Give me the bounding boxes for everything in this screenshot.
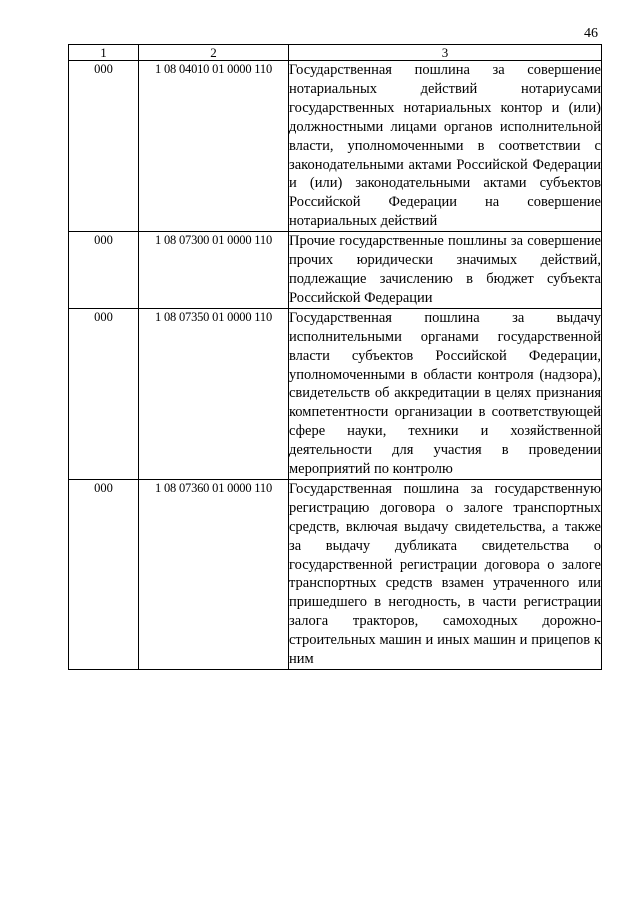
table-row [69,232,602,309]
budget-code-cell: 1 08 07360 01 0000 110 [139,479,289,669]
admin-code-cell: 000 [69,232,139,309]
column-header-3: 3 [289,45,602,61]
table-row [69,61,602,232]
table-row [69,479,602,669]
income-name-cell: Государственная пошлина за выдачу исполнительными органами государственной власти субъектов Российской Федерации, уполномоченными в области контроля (надзора), свидетельств об аккредитации в целях признания компетентности организации в соответствующей сфере науки, техники и хозяйственной деятельности для участия в проведении мероприятий по контролю [289,308,602,479]
table-header-row [69,45,602,61]
column-header-2: 2 [139,45,289,61]
budget-code-cell: 1 08 07300 01 0000 110 [139,232,289,309]
table-row [69,308,602,479]
income-name-cell: Прочие государственные пошлины за совершение прочих юридически значимых действий, подлежащие зачислению в бюджет субъекта Российской Федерации [289,232,602,309]
income-name-cell: Государственная пошлина за совершение нотариальных действий нотариусами государственных нотариальных контор и (или) должностными лицами органов исполнительной власти, уполномоченными в соответствии с законодательными актами Российской Федерации и (или) законодательными актами субъектов Российской Федерации на совершение нотариальных действий [289,61,602,232]
admin-code-cell: 000 [69,61,139,232]
budget-code-cell: 1 08 04010 01 0000 110 [139,61,289,232]
admin-code-cell: 000 [69,308,139,479]
income-name-cell: Государственная пошлина за государственную регистрацию договора о залоге транспортных средств, включая выдачу свидетельства, а также за выдачу дубликата свидетельства о государственной регистрации договора о залоге транспортных средств взамен утраченного или пришедшего в негодность, в части регистрации залога тракторов, самоходных дорожно-строительных машин и иных машин и прицепов к ним [289,479,602,669]
column-header-1: 1 [69,45,139,61]
budget-codes-table [68,44,602,670]
budget-code-cell: 1 08 07350 01 0000 110 [139,308,289,479]
page-number: 46 [584,26,598,41]
admin-code-cell: 000 [69,479,139,669]
